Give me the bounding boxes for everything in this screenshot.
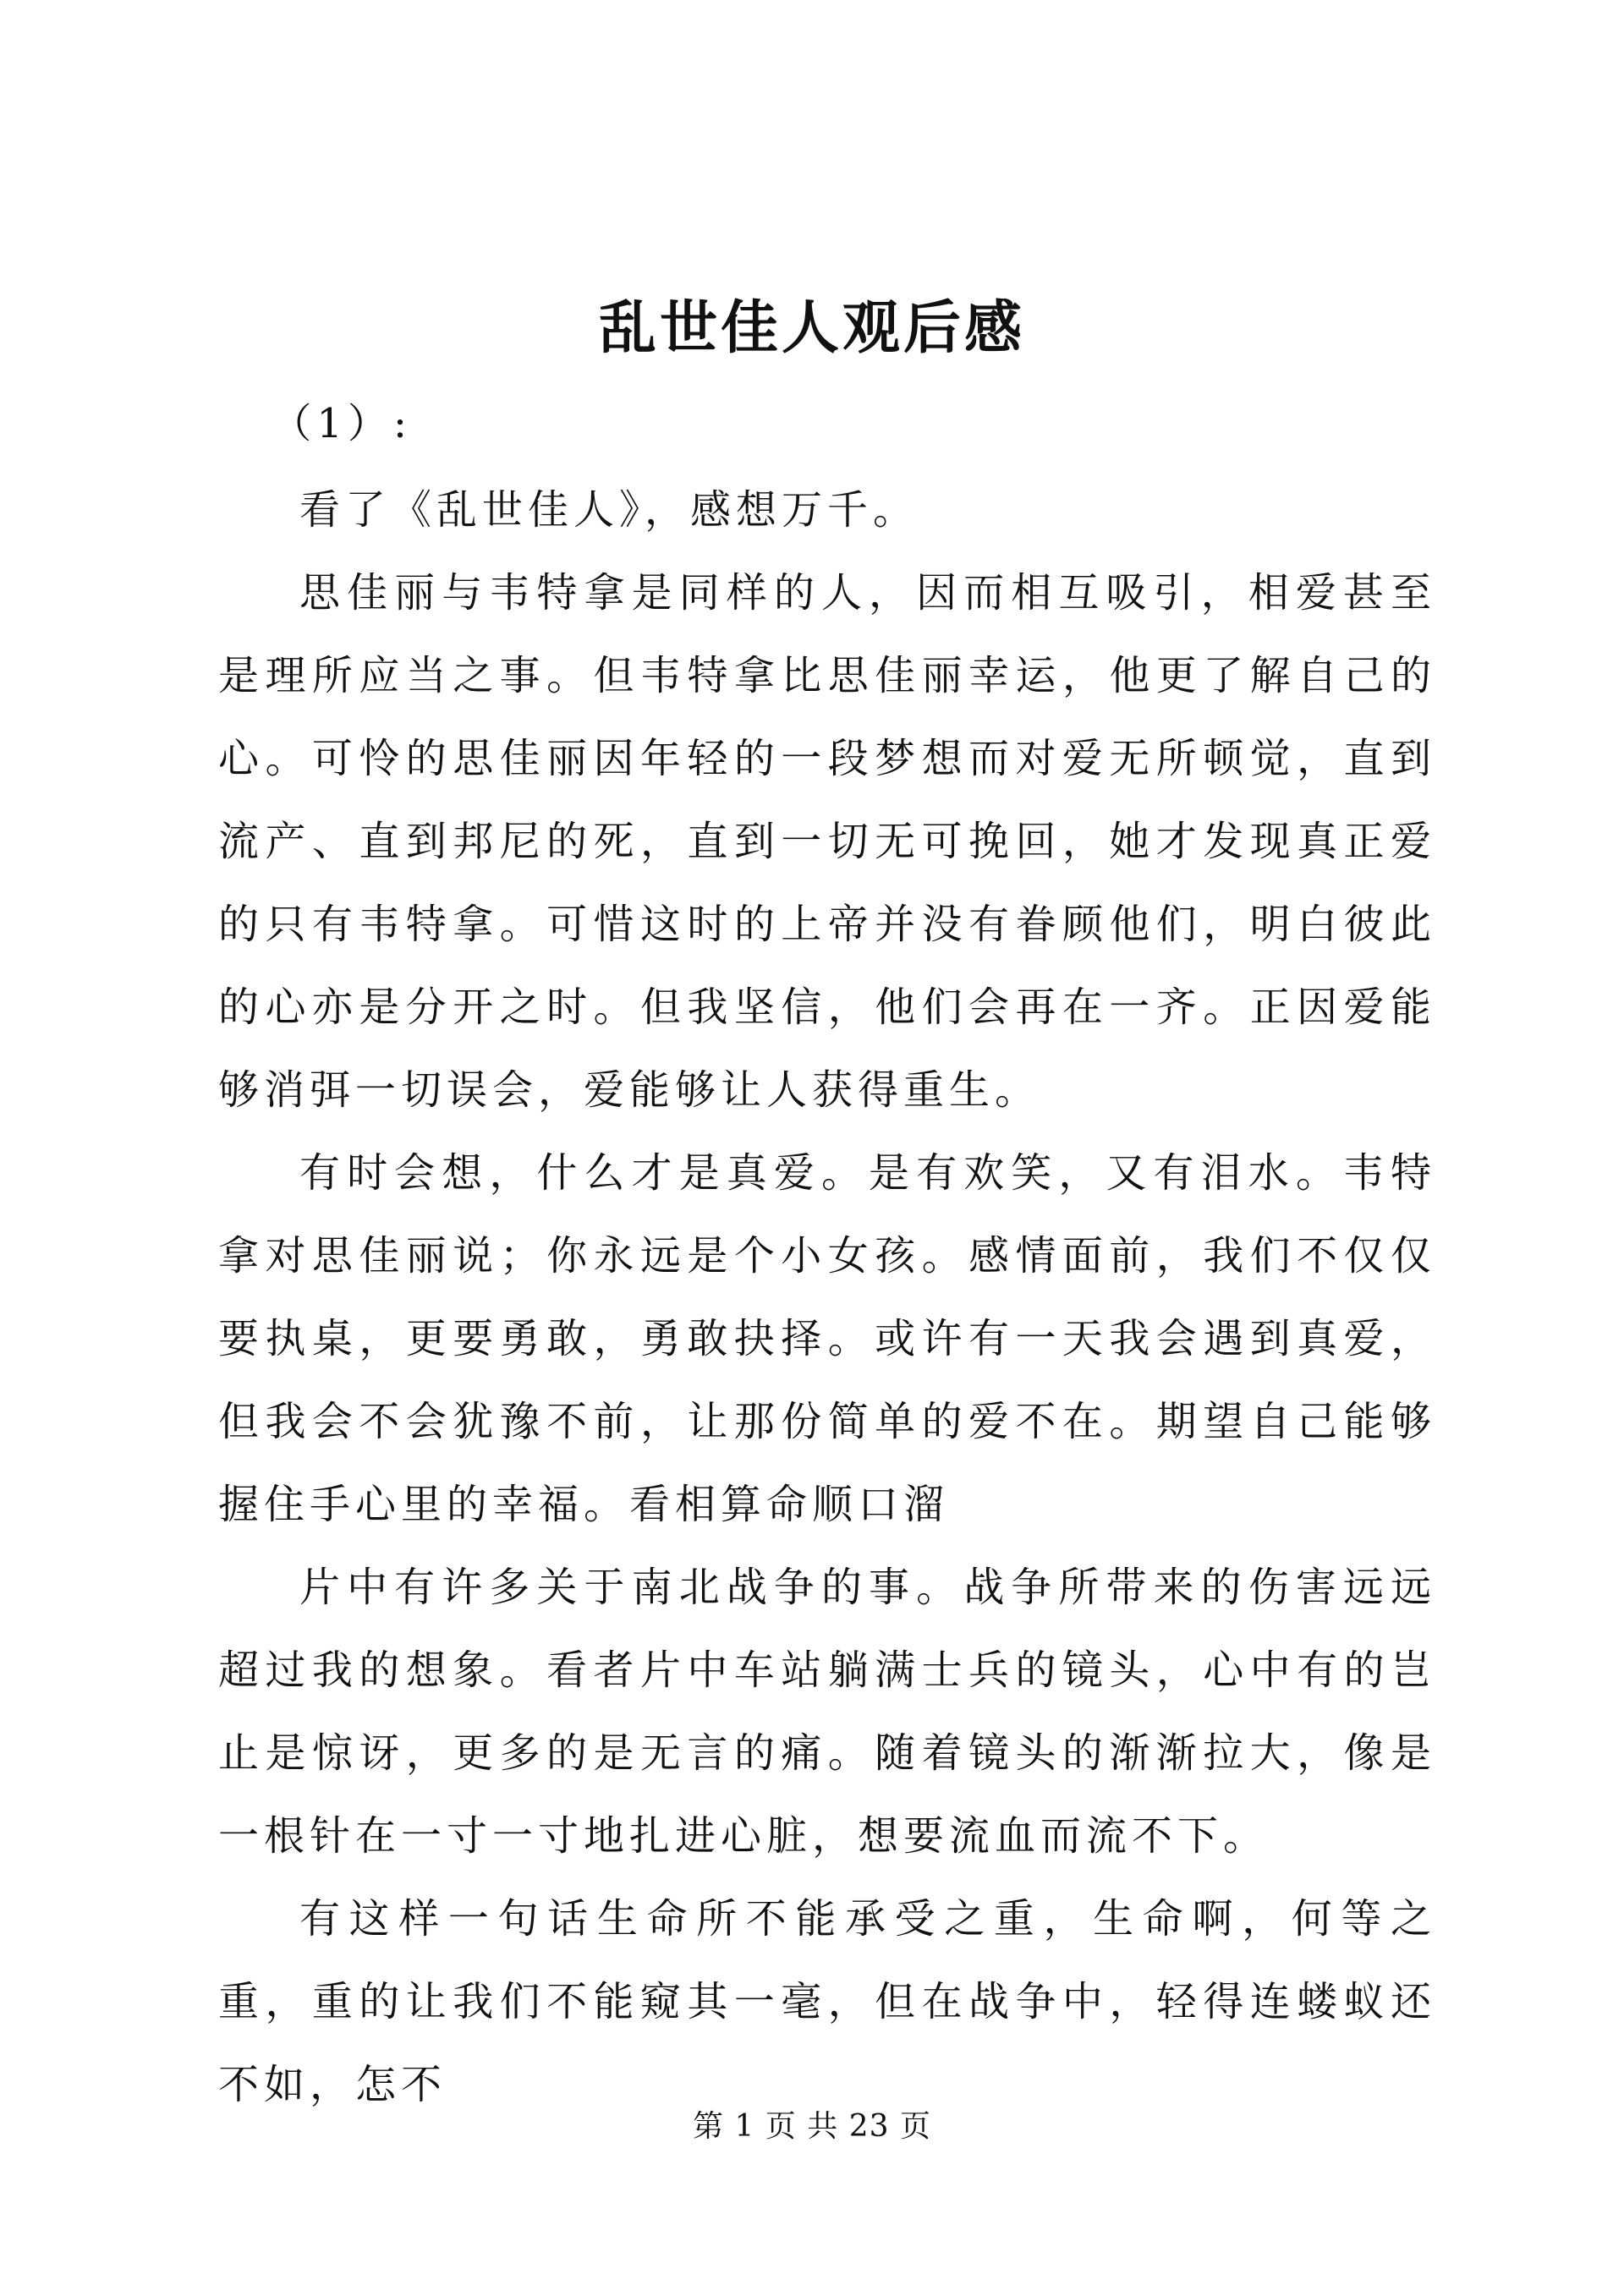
paragraph-1: 看了《乱世佳人》，感想万千。 <box>299 486 919 534</box>
paragraph-2: 思佳丽与韦特拿是同样的人，因而相互吸引，相爱甚至是理所应当之事。但韦特拿比思佳丽幸运，他更了解自己的心。可怜的思佳丽因年轻的一段梦想而对爱无所顿觉，直到流产、直到邦尼的死，直到一切无可挽回，她才发现真正爱的只有韦特拿。可惜这时的上帝并没有眷顾他们，明白彼此的心亦是分开之时。但我坚信，他们会再在一齐。正因爱能够消弭一切误会，爱能够让人获得重生。 <box>218 569 1436 1114</box>
paragraph-4: 片中有许多关于南北战争的事。战争所带来的伤害远远超过我的想象。看者片中车站躺满士兵的镜头，心中有的岂止是惊讶，更多的是无言的痛。随着镜头的渐渐拉大，像是一根针在一寸一寸地扎进心脏，想要流血而流不下。 <box>218 1564 1436 1860</box>
section-label: （1）: <box>271 400 413 447</box>
paragraph-5: 有这样一句话生命所不能承受之重，生命啊，何等之重，重的让我们不能窥其一毫，但在战争中，轻得连蝼蚁还不如，怎不 <box>218 1895 1436 2108</box>
page-title: 乱世佳人观后感 <box>598 294 1025 362</box>
page-number-footer: 第 1 页 共 23 页 <box>693 2109 931 2144</box>
document-body <box>218 382 1436 2126</box>
paragraph-3: 有时会想，什么才是真爱。是有欢笑，又有泪水。韦特拿对思佳丽说；你永远是个小女孩。感情面前，我们不仅仅要执桌，更要勇敢，勇敢抉择。或许有一天我会遇到真爱，但我会不会犹豫不前，让那份简单的爱不在。期望自己能够握住手心里的幸福。看相算命顺口溜 <box>218 1149 1436 1528</box>
